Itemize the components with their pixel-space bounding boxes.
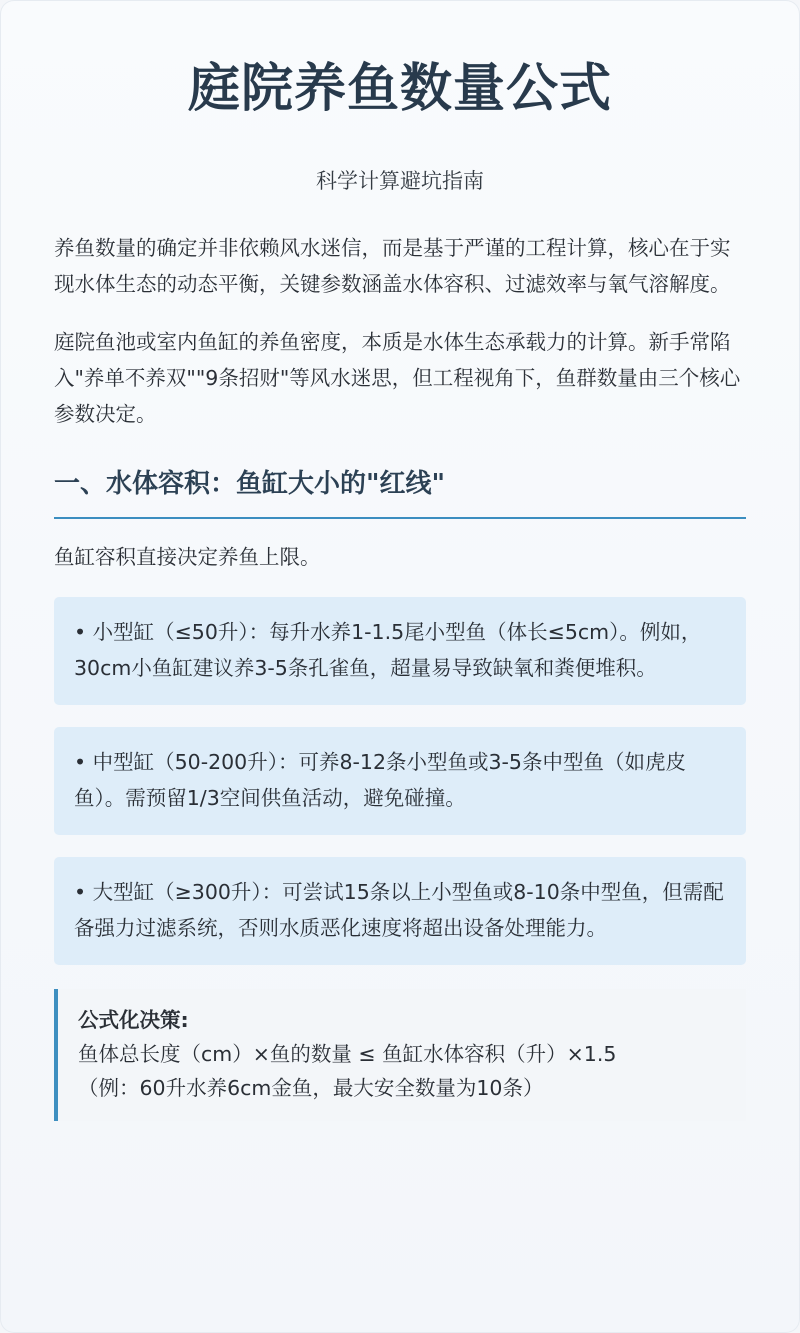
intro-paragraph: 养鱼数量的确定并非依赖风水迷信，而是基于严谨的工程计算，核心在于实现水体生态的动态平衡，关键参数涵盖水体容积、过滤效率与氧气溶解度。 [54,235,731,296]
info-box-medium-tank: • 中型缸（50-200升）：可养8-12条小型鱼或3-5条中型鱼（如虎皮鱼）。需预留1/3空间供鱼活动，避免碰撞。 [54,727,746,835]
formula-label: 公式化决策: [78,1008,189,1033]
formula-callout [54,989,746,1121]
section-intro: 鱼缸容积直接决定养鱼上限。 [54,545,321,570]
page-subtitle: 科学计算避坑指南 [316,169,484,194]
formula-example: （例：60升水养6cm金鱼，最大安全数量为10条） [78,1076,544,1101]
formula-line: 鱼体总长度（cm）×鱼的数量 ≤ 鱼缸水体容积（升）×1.5 [78,1042,617,1067]
context-paragraph: 庭院鱼池或室内鱼缸的养鱼密度，本质是水体生态承载力的计算。新手常陷入"养单不养双""9条招财"等风水迷思，但工程视角下，鱼群数量由三个核心参数决定。 [54,329,741,426]
section-heading: 一、水体容积：鱼缸大小的"红线" [54,468,746,520]
info-box-large-tank: • 大型缸（≥300升）：可尝试15条以上小型鱼或8-10条中型鱼，但需配备强力过滤系统，否则水质恶化速度将超出设备处理能力。 [54,857,746,965]
info-box-small-tank: • 小型缸（≤50升）：每升水养1-1.5尾小型鱼（体长≤5cm）。例如，30cm小鱼缸建议养3-5条孔雀鱼，超量易导致缺氧和粪便堆积。 [54,597,746,705]
page-title: 庭院养鱼数量公式 [187,59,612,119]
